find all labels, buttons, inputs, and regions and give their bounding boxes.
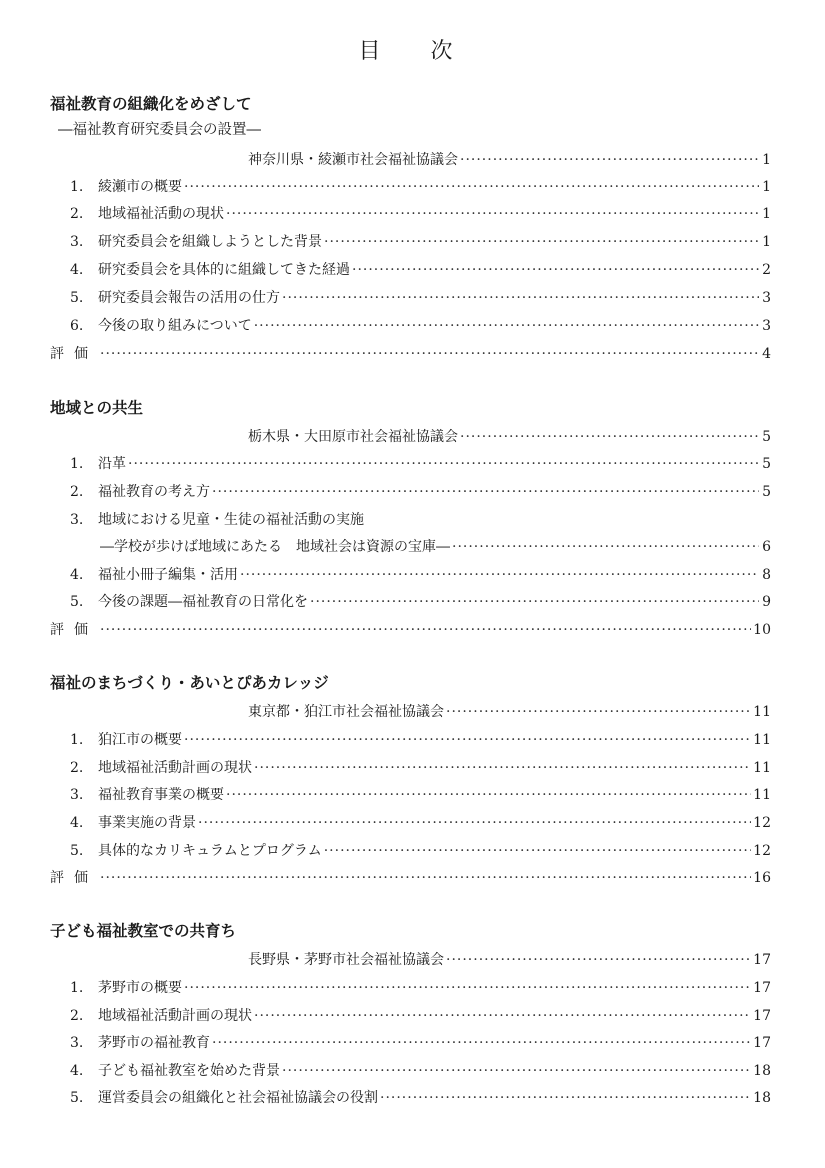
entry-label: 評価 xyxy=(50,622,98,638)
entry-number: 5. xyxy=(70,290,84,306)
entry-label: 綾瀬市の概要 xyxy=(98,179,182,195)
toc-entry[interactable] xyxy=(70,286,771,310)
page-number: 11 xyxy=(753,760,771,776)
toc-entry[interactable] xyxy=(70,314,771,338)
page-number: 1 xyxy=(762,234,771,250)
page-number: 9 xyxy=(762,594,771,610)
toc-entry[interactable] xyxy=(70,452,771,476)
leader-dots xyxy=(100,342,759,366)
entry-label: 神奈川県・綾瀬市社会福祉協議会 xyxy=(248,152,458,168)
entry-label: 地域における児童・生徒の福祉活動の実施 xyxy=(98,512,364,528)
leader-dots xyxy=(226,202,759,226)
entry-number: 5. xyxy=(70,1090,84,1106)
leader-dots xyxy=(324,839,751,863)
section-subtitle: ―福祉教育研究委員会の設置― xyxy=(58,122,261,138)
leader-dots xyxy=(460,148,759,172)
entry-number: 1. xyxy=(70,456,84,472)
page-number: 1 xyxy=(762,152,771,168)
entry-number: 6. xyxy=(70,318,84,334)
page-number: 12 xyxy=(753,815,771,831)
entry-number: 4. xyxy=(70,567,84,583)
page-number: 5 xyxy=(762,484,771,500)
entry-label: 事業実施の背景 xyxy=(98,815,196,831)
entry-label: 地域福祉活動計画の現状 xyxy=(98,760,252,776)
page-number: 4 xyxy=(762,346,771,362)
page-number: 1 xyxy=(762,179,771,195)
entry-label: 福祉教育事業の概要 xyxy=(98,787,224,803)
page-title: 目 次 xyxy=(358,39,467,64)
toc-entry[interactable] xyxy=(70,1031,771,1055)
entry-label: 今後の課題―福祉教育の日常化を xyxy=(98,594,308,610)
entry-label: 研究委員会を具体的に組織してきた経過 xyxy=(98,262,350,278)
leader-dots xyxy=(212,1031,751,1055)
page-number: 5 xyxy=(762,429,771,445)
entry-label: 地域福祉活動の現状 xyxy=(98,206,224,222)
entry-label: 地域福祉活動計画の現状 xyxy=(98,1008,252,1024)
page-number: 1 xyxy=(762,206,771,222)
page-number: 11 xyxy=(753,787,771,803)
entry-label: 評価 xyxy=(50,870,98,886)
leader-dots xyxy=(282,1059,751,1083)
entry-label: ―学校が歩けば地域にあたる 地域社会は資源の宝庫― xyxy=(100,539,450,555)
page-number: 18 xyxy=(753,1063,771,1079)
leader-dots xyxy=(380,1086,751,1110)
leader-dots xyxy=(282,286,759,310)
leader-dots xyxy=(212,480,759,504)
leader-dots xyxy=(100,618,751,642)
leader-dots xyxy=(240,563,759,587)
leader-dots xyxy=(226,783,751,807)
leader-dots xyxy=(184,976,751,1000)
toc-entry[interactable] xyxy=(70,1086,771,1110)
toc-entry-organization[interactable] xyxy=(248,700,771,724)
toc-entry[interactable] xyxy=(70,590,771,614)
leader-dots xyxy=(254,1004,751,1028)
leader-dots xyxy=(184,175,759,199)
section-title: 福祉教育の組織化をめざして xyxy=(50,95,252,113)
toc-entry-heading[interactable] xyxy=(70,508,364,532)
toc-entry[interactable] xyxy=(70,202,771,226)
leader-dots xyxy=(184,728,751,752)
leader-dots xyxy=(446,700,751,724)
entry-label: 子ども福祉教室を始めた背景 xyxy=(98,1063,280,1079)
entry-label: 具体的なカリキュラムとプログラム xyxy=(98,843,322,859)
page-number: 17 xyxy=(753,980,771,996)
entry-label: 長野県・茅野市社会福祉協議会 xyxy=(248,952,444,968)
leader-dots xyxy=(452,535,759,559)
page-number: 6 xyxy=(762,539,771,555)
leader-dots xyxy=(128,452,759,476)
page-number: 10 xyxy=(753,622,771,638)
entry-number: 1. xyxy=(70,732,84,748)
toc-entry-evaluation[interactable] xyxy=(50,618,771,642)
leader-dots xyxy=(460,425,759,449)
page-number: 18 xyxy=(753,1090,771,1106)
page-number: 17 xyxy=(753,952,771,968)
section-title: 子ども福祉教室での共育ち xyxy=(50,922,237,940)
leader-dots xyxy=(446,948,751,972)
section-title: 福祉のまちづくり・あいとぴあカレッジ xyxy=(50,674,329,692)
leader-dots xyxy=(198,811,751,835)
entry-number: 1. xyxy=(70,179,84,195)
entry-label: 東京都・狛江市社会福祉協議会 xyxy=(248,704,444,720)
toc-entry[interactable] xyxy=(70,756,771,780)
page-number: 16 xyxy=(753,870,771,886)
entry-label: 福祉小冊子編集・活用 xyxy=(98,567,238,583)
toc-entry[interactable] xyxy=(70,1059,771,1083)
entry-number: 2. xyxy=(70,1008,84,1024)
toc-entry-organization[interactable] xyxy=(248,425,771,449)
section-title: 地域との共生 xyxy=(50,399,144,417)
entry-label: 茅野市の概要 xyxy=(98,980,182,996)
leader-dots xyxy=(100,866,751,890)
entry-label: 狛江市の概要 xyxy=(98,732,182,748)
toc-entry[interactable] xyxy=(70,811,771,835)
page-number: 17 xyxy=(753,1035,771,1051)
entry-number: 3. xyxy=(70,1035,84,1051)
toc-entry-organization[interactable] xyxy=(248,948,771,972)
leader-dots xyxy=(310,590,759,614)
toc-entry[interactable] xyxy=(70,230,771,254)
page-number: 8 xyxy=(762,567,771,583)
toc-entry-continuation[interactable] xyxy=(100,535,771,559)
entry-number: 5. xyxy=(70,594,84,610)
entry-number: 4. xyxy=(70,815,84,831)
toc-entry[interactable] xyxy=(70,976,771,1000)
toc-entry[interactable] xyxy=(70,783,771,807)
entry-number: 2. xyxy=(70,206,84,222)
toc-entry[interactable] xyxy=(70,258,771,282)
page-number: 17 xyxy=(753,1008,771,1024)
entry-label: 福祉教育の考え方 xyxy=(98,484,210,500)
entry-label: 評価 xyxy=(50,346,98,362)
entry-label: 茅野市の福祉教育 xyxy=(98,1035,210,1051)
toc-entry[interactable] xyxy=(70,175,771,199)
toc-entry-evaluation[interactable] xyxy=(50,866,771,890)
entry-number: 3. xyxy=(70,234,84,250)
page-number: 3 xyxy=(762,290,771,306)
entry-label: 沿革 xyxy=(98,456,126,472)
entry-number: 3. xyxy=(70,512,84,528)
leader-dots xyxy=(254,314,759,338)
page-number: 12 xyxy=(753,843,771,859)
entry-label: 運営委員会の組織化と社会福祉協議会の役割 xyxy=(98,1090,378,1106)
entry-label: 今後の取り組みについて xyxy=(98,318,252,334)
entry-number: 1. xyxy=(70,980,84,996)
toc-entry-organization[interactable] xyxy=(248,148,771,172)
toc-entry[interactable] xyxy=(70,1004,771,1028)
page-number: 2 xyxy=(762,262,771,278)
entry-number: 5. xyxy=(70,843,84,859)
page-number: 5 xyxy=(762,456,771,472)
entry-label: 栃木県・大田原市社会福祉協議会 xyxy=(248,429,458,445)
entry-number: 2. xyxy=(70,484,84,500)
leader-dots xyxy=(352,258,759,282)
toc-entry[interactable] xyxy=(70,728,771,752)
entry-number: 4. xyxy=(70,1063,84,1079)
toc-entry-evaluation[interactable] xyxy=(50,342,771,366)
toc-entry[interactable] xyxy=(70,480,771,504)
entry-number: 2. xyxy=(70,760,84,776)
entry-number: 3. xyxy=(70,787,84,803)
entry-number: 4. xyxy=(70,262,84,278)
entry-label: 研究委員会報告の活用の仕方 xyxy=(98,290,280,306)
page-number: 11 xyxy=(753,704,771,720)
leader-dots xyxy=(254,756,751,780)
page-number: 3 xyxy=(762,318,771,334)
toc-entry[interactable] xyxy=(70,563,771,587)
toc-entry[interactable] xyxy=(70,839,771,863)
leader-dots xyxy=(324,230,759,254)
page-number: 11 xyxy=(753,732,771,748)
entry-label: 研究委員会を組織しようとした背景 xyxy=(98,234,322,250)
